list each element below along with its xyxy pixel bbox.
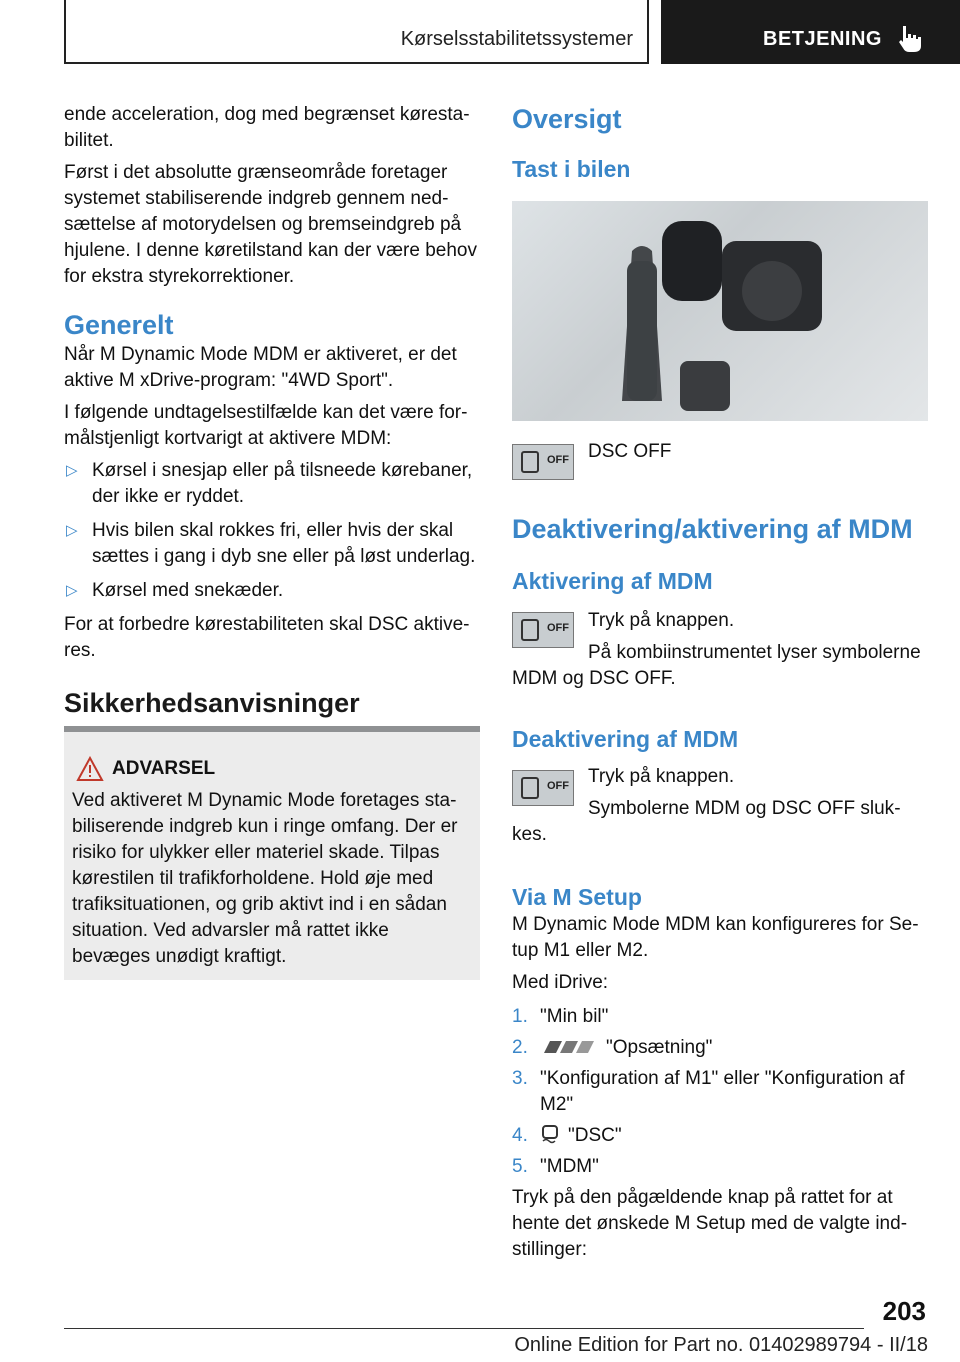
dsc-car-icon bbox=[540, 1124, 560, 1144]
heading-tast: Tast i bilen bbox=[512, 156, 631, 182]
triangle-bullet-icon: ▷ bbox=[66, 582, 78, 599]
list-item: 3. "Konfiguration af M1" eller "Konfiguration af M2" bbox=[512, 1068, 905, 1115]
intro-paragraph-2: Først i det absolutte grænseområde foretager systemet stabiliserende indgreb gennem nedsættelse af motorydelsen og bremseindgreb på hjulene. I denne køretilstand kan der være behov for ekstra styrekorrektioner. bbox=[64, 162, 477, 287]
header-chapter-tab bbox=[661, 0, 960, 64]
warning-text: Ved aktiveret M Dynamic Mode foretages stabiliserende indgreb kun i ringe omfang. Der er risiko for ulykker eller materiel skade. Tilpas kørestilen til trafikforholdene. Hold øje med trafiksituationen, og grib aktivt ind i en sådan situation. Ved advarsler må rattet ikke bevæges unødigt kraftigt. bbox=[72, 790, 458, 967]
triangle-bullet-icon: ▷ bbox=[66, 462, 78, 479]
generelt-paragraph-1: Når M Dynamic Mode MDM er aktiveret, er det aktive M xDrive-program: "4WD Sport". bbox=[64, 344, 457, 391]
warning-box bbox=[64, 726, 480, 980]
heading-aktivering: Aktivering af MDM bbox=[512, 568, 713, 594]
header-section-tab bbox=[64, 0, 649, 64]
right-column bbox=[512, 102, 928, 184]
list-item: 4. "DSC" bbox=[512, 1125, 622, 1146]
deakt-heading-wrap bbox=[512, 512, 942, 546]
generelt-paragraph-3: For at forbedre kørestabiliteten skal DSC aktiveres. bbox=[64, 614, 470, 661]
via-paragraph-2: Med iDrive: bbox=[512, 972, 609, 993]
page-number: 203 bbox=[882, 1296, 926, 1326]
heading-deakt-mdm-wrap bbox=[512, 724, 738, 754]
triangle-bullet-icon: ▷ bbox=[66, 522, 78, 539]
warning-triangle-icon bbox=[76, 756, 104, 782]
list-item: 2. "Opsætning" bbox=[512, 1037, 713, 1058]
aktivering-text bbox=[512, 608, 928, 698]
heading-sikkerhed: Sikkerhedsanvisninger bbox=[64, 688, 360, 718]
center-console-image bbox=[512, 201, 928, 421]
warning-title: ADVARSEL bbox=[112, 758, 216, 779]
deakt-paragraph-2: Symbolerne MDM og DSC OFF slukkes. bbox=[512, 798, 901, 845]
m-stripes-icon bbox=[540, 1039, 598, 1055]
left-column bbox=[64, 102, 479, 720]
dsc-off-button-icon: OFF bbox=[512, 612, 574, 648]
deaktivering-text bbox=[512, 764, 928, 854]
console-illustration bbox=[512, 201, 928, 421]
list-item: ▷ Kørsel med snekæder. bbox=[64, 578, 479, 604]
heading-via-m-setup: Via M Setup bbox=[512, 884, 642, 910]
intro-paragraph-1: ende acceleration, dog med begrænset kørestabilitet. bbox=[64, 104, 470, 151]
generelt-paragraph-2: I følgende undtagelsestilfælde kan det være formålstjenligt kortvarigt at aktivere MDM: bbox=[64, 402, 468, 449]
dsc-off-button-row bbox=[512, 444, 574, 485]
heading-oversigt: Oversigt bbox=[512, 104, 622, 134]
list-item: 5. "MDM" bbox=[512, 1156, 599, 1177]
list-item: ▷ Hvis bilen skal rokkes fri, eller hvis der skal sættes i gang i dyb sne eller på løst underlag. bbox=[66, 520, 476, 567]
list-item: ▷ Kørsel i snesjap eller på tilsneede kørebaner, der ikke er ryddet. bbox=[66, 460, 473, 507]
deakt-paragraph-1: Tryk på knappen. bbox=[588, 766, 735, 787]
pointing-hand-icon bbox=[897, 24, 925, 54]
header-section-title: Kørselsstabilitetssystemer bbox=[400, 28, 633, 50]
footer-divider bbox=[64, 1328, 864, 1329]
heading-deaktivering-mdm: Deaktivering af MDM bbox=[512, 726, 739, 752]
heading-generelt: Generelt bbox=[64, 310, 174, 340]
heading-deaktivering: Deaktivering/aktivering af MDM bbox=[512, 514, 913, 544]
list-item: 1. "Min bil" bbox=[512, 1006, 609, 1027]
heading-aktivering-wrap bbox=[512, 566, 713, 596]
footer-edition: Online Edition for Part no. 01402989794 - II/18 bbox=[514, 1334, 928, 1356]
via-paragraph-3: Tryk på den pågældende knap på rattet for at hente det ønskede M Setup med de valgte indstillinger: bbox=[512, 1187, 908, 1260]
via-paragraph-1: M Dynamic Mode MDM kan konfigureres for Setup M1 eller M2. bbox=[512, 914, 919, 961]
via-m-setup-section bbox=[512, 882, 928, 1269]
dsc-off-label: DSC OFF bbox=[588, 441, 672, 462]
setup-steps-list bbox=[512, 1004, 928, 1180]
header-chapter-title: BETJENING bbox=[763, 28, 882, 50]
dsc-off-button-icon: OFF bbox=[512, 444, 574, 480]
exception-list bbox=[64, 458, 479, 604]
akt-paragraph-1: Tryk på knappen. bbox=[588, 610, 735, 631]
akt-paragraph-2: På kombiinstrumentet lyser symbolerne MDM og DSC OFF. bbox=[512, 642, 921, 689]
dsc-off-button-icon: OFF bbox=[512, 770, 574, 806]
